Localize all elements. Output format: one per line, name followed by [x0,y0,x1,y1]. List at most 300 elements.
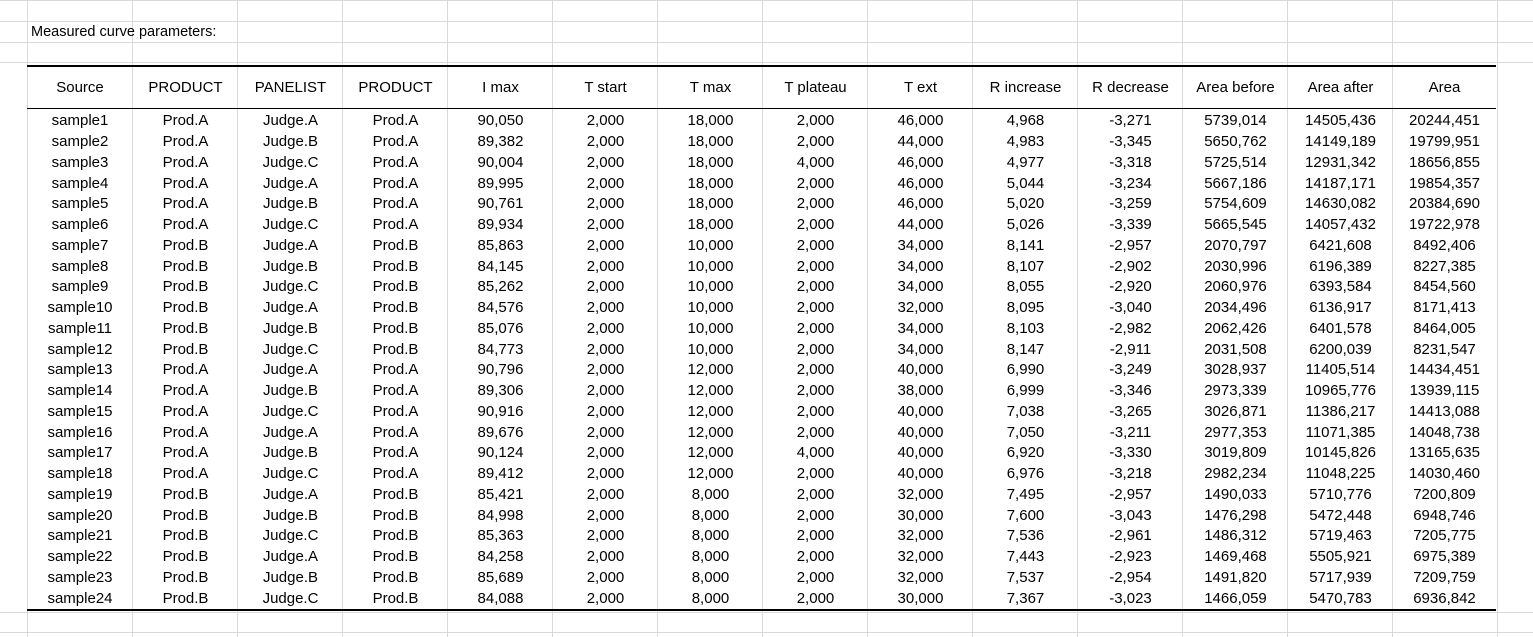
table-cell-source[interactable]: sample9 [51,278,109,296]
table-cell-t-plateau[interactable]: 2,000 [796,257,835,275]
table-cell-product[interactable]: Prod.B [162,340,209,358]
table-cell-area-after[interactable]: 14057,432 [1305,216,1376,234]
table-cell-t-ext[interactable]: 40,000 [897,423,944,441]
table-cell-r-increase[interactable]: 4,983 [1006,133,1045,151]
table-cell-area-before[interactable]: 1469,468 [1204,548,1267,566]
table-cell-area[interactable]: 19799,951 [1409,133,1480,151]
table-cell-product[interactable]: Prod.A [162,195,209,213]
table-cell-t-max[interactable]: 18,000 [687,195,734,213]
table-cell-i-max[interactable]: 90,004 [477,153,524,171]
table-cell-area-before[interactable]: 2060,976 [1204,278,1267,296]
table-cell-product[interactable]: Prod.A [372,195,419,213]
table-cell-product[interactable]: Prod.B [372,548,419,566]
table-cell-panelist[interactable]: Judge.B [262,257,319,275]
table-cell-t-plateau[interactable]: 4,000 [796,153,835,171]
table-cell-area-before[interactable]: 1486,312 [1204,527,1267,545]
table-cell-product[interactable]: Prod.B [343,588,448,610]
table-cell-panelist[interactable]: Judge.B [262,319,319,337]
table-cell-product[interactable]: Prod.B [162,319,209,337]
table-cell-panelist[interactable]: Judge.B [262,568,319,586]
table-cell-i-max[interactable]: 85,863 [477,236,524,254]
table-cell-r-increase[interactable]: 6,920 [1006,444,1045,462]
table-cell-source[interactable]: sample18 [47,465,113,483]
table-cell-area-before[interactable]: 5650,762 [1204,133,1267,151]
table-cell-r-increase[interactable]: 7,443 [1006,548,1045,566]
table-cell-r-decrease[interactable]: -3,023 [1078,588,1183,610]
table-cell-i-max[interactable]: 89,934 [477,216,524,234]
table-cell-area-after[interactable]: 14187,171 [1305,174,1376,192]
table-cell-product[interactable]: Prod.B [372,236,419,254]
table-cell-panelist[interactable]: Judge.A [262,423,319,441]
table-cell-area[interactable]: 7200,809 [1413,485,1476,503]
table-cell-area[interactable]: 19722,978 [1409,216,1480,234]
table-cell-r-decrease[interactable]: -2,961 [1109,527,1152,545]
table-cell-r-decrease[interactable]: -3,249 [1109,361,1152,379]
table-cell-r-increase[interactable]: 8,095 [1006,299,1045,317]
table-cell-panelist[interactable]: Judge.B [262,195,319,213]
table-cell-t-plateau[interactable]: 2,000 [796,319,835,337]
table-cell-t-plateau[interactable]: 2,000 [796,485,835,503]
table-cell-r-increase[interactable]: 5,026 [1006,216,1045,234]
table-cell-r-increase[interactable]: 4,977 [1006,153,1045,171]
table-cell-panelist[interactable]: Judge.C [262,527,319,545]
table-cell-source[interactable]: sample21 [47,527,113,545]
table-cell-t-plateau[interactable]: 2,000 [796,195,835,213]
table-cell-r-decrease[interactable]: -2,957 [1109,236,1152,254]
table-cell-product[interactable]: Prod.A [372,361,419,379]
table-cell-product[interactable]: Prod.B [372,278,419,296]
table-cell-t-ext[interactable]: 46,000 [897,153,944,171]
table-cell-t-plateau[interactable]: 2,000 [796,382,835,400]
table-cell-t-start[interactable]: 2,000 [586,236,625,254]
table-cell-t-plateau[interactable]: 2,000 [796,299,835,317]
table-cell-area-before[interactable]: 1491,820 [1204,568,1267,586]
table-cell-r-increase[interactable]: 4,968 [1006,112,1045,130]
table-cell-t-ext[interactable]: 32,000 [897,485,944,503]
table-cell-r-increase[interactable]: 7,537 [1006,568,1045,586]
column-header-r-decrease-10[interactable]: R decrease [1078,66,1183,109]
table-cell-product[interactable]: Prod.B [372,319,419,337]
table-cell-r-increase[interactable]: 8,141 [1006,236,1045,254]
table-cell-area-before[interactable]: 3019,809 [1204,444,1267,462]
table-cell-area-after[interactable]: 6136,917 [1309,299,1372,317]
table-cell-r-increase[interactable]: 8,107 [1006,257,1045,275]
table-cell-r-decrease[interactable]: -2,982 [1109,319,1152,337]
table-cell-product[interactable]: Prod.B [372,527,419,545]
table-cell-panelist[interactable]: Judge.B [262,133,319,151]
table-cell-i-max[interactable]: 85,262 [477,278,524,296]
table-cell-source[interactable]: sample22 [47,548,113,566]
table-cell-t-start[interactable]: 2,000 [586,174,625,192]
table-cell-source[interactable]: sample15 [47,402,113,420]
table-cell-area[interactable]: 19854,357 [1409,174,1480,192]
table-cell-t-start[interactable]: 2,000 [586,568,625,586]
table-cell-t-max[interactable]: 10,000 [687,319,734,337]
table-cell-area-after[interactable]: 14149,189 [1305,133,1376,151]
table-cell-area[interactable]: 14048,738 [1409,423,1480,441]
table-cell-product[interactable]: Prod.A [372,402,419,420]
column-header-product-3[interactable]: PRODUCT [343,66,448,109]
table-cell-t-ext[interactable]: 32,000 [897,548,944,566]
table-cell-area-before[interactable]: 5665,545 [1204,216,1267,234]
table-cell-r-decrease[interactable]: -3,339 [1109,216,1152,234]
table-cell-product[interactable]: Prod.A [162,133,209,151]
table-cell-product[interactable]: Prod.B [162,527,209,545]
table-cell-t-plateau[interactable]: 2,000 [796,236,835,254]
column-header-area-before-11[interactable]: Area before [1183,66,1288,109]
table-cell-r-decrease[interactable]: -3,318 [1109,153,1152,171]
table-cell-t-plateau[interactable]: 2,000 [796,402,835,420]
table-cell-product[interactable]: Prod.A [162,444,209,462]
table-cell-t-ext[interactable]: 40,000 [897,465,944,483]
table-cell-r-increase[interactable]: 6,976 [1006,465,1045,483]
table-cell-area-before[interactable]: 5739,014 [1204,112,1267,130]
table-cell-panelist[interactable]: Judge.C [262,402,319,420]
table-cell-area-after[interactable]: 5719,463 [1309,527,1372,545]
table-cell-area-after[interactable]: 5710,776 [1309,485,1372,503]
table-cell-area[interactable]: 6948,746 [1413,506,1476,524]
table-cell-t-max[interactable]: 12,000 [687,361,734,379]
table-cell-panelist[interactable]: Judge.C [262,465,319,483]
table-cell-t-max[interactable]: 8,000 [691,527,730,545]
table-cell-panelist[interactable]: Judge.A [262,548,319,566]
table-cell-r-increase[interactable]: 8,103 [1006,319,1045,337]
table-cell-area-after[interactable]: 6421,608 [1309,236,1372,254]
table-cell-t-ext[interactable]: 34,000 [897,236,944,254]
table-cell-t-ext[interactable]: 40,000 [897,402,944,420]
table-cell-source[interactable]: sample16 [47,423,113,441]
table-cell-t-plateau[interactable]: 2,000 [796,174,835,192]
table-cell-area-after[interactable]: 10965,776 [1305,382,1376,400]
table-cell-area-after[interactable]: 11071,385 [1305,423,1376,441]
table-cell-t-start[interactable]: 2,000 [586,299,625,317]
table-cell-t-plateau[interactable]: 2,000 [796,278,835,296]
table-cell-t-max[interactable]: 10,000 [687,278,734,296]
table-cell-r-increase[interactable]: 7,495 [1006,485,1045,503]
sheet-title[interactable]: Measured curve parameters: [31,24,217,40]
table-cell-area-before[interactable]: 5754,609 [1204,195,1267,213]
table-cell-t-start[interactable]: 2,000 [586,465,625,483]
table-cell-t-max[interactable]: 8,000 [691,568,730,586]
table-cell-area-after[interactable]: 5472,448 [1309,506,1372,524]
table-cell-area[interactable]: 14413,088 [1409,402,1480,420]
table-cell-t-plateau[interactable]: 2,000 [796,465,835,483]
table-cell-t-start[interactable]: 2,000 [586,423,625,441]
table-cell-product[interactable]: Prod.A [372,133,419,151]
table-cell-t-max[interactable]: 8,000 [691,485,730,503]
table-cell-r-increase[interactable]: 5,020 [1006,195,1045,213]
table-cell-t-ext[interactable]: 32,000 [897,568,944,586]
table-cell-area-before[interactable]: 2030,996 [1204,257,1267,275]
table-cell-source[interactable]: sample3 [51,153,109,171]
table-cell-t-ext[interactable]: 44,000 [897,216,944,234]
table-cell-product[interactable]: Prod.B [162,548,209,566]
table-cell-source[interactable]: sample2 [51,133,109,151]
table-cell-area[interactable]: 6975,389 [1413,548,1476,566]
table-cell-t-start[interactable]: 2,000 [586,444,625,462]
table-cell-t-start[interactable]: 2,000 [586,195,625,213]
table-cell-area-after[interactable]: 6200,039 [1309,340,1372,358]
table-cell-t-start[interactable]: 2,000 [586,402,625,420]
table-cell-area-before[interactable]: 2982,234 [1204,465,1267,483]
table-cell-t-plateau[interactable]: 2,000 [796,568,835,586]
table-cell-r-decrease[interactable]: -3,211 [1109,423,1152,441]
table-cell-t-start[interactable]: 2,000 [586,340,625,358]
table-cell-r-decrease[interactable]: -3,265 [1109,402,1152,420]
table-cell-panelist[interactable]: Judge.B [262,444,319,462]
table-cell-t-max[interactable]: 18,000 [687,153,734,171]
table-cell-r-decrease[interactable]: -3,040 [1109,299,1152,317]
table-cell-r-decrease[interactable]: -3,043 [1109,506,1152,524]
table-cell-t-plateau[interactable]: 2,000 [796,112,835,130]
table-cell-area-before[interactable]: 2977,353 [1204,423,1267,441]
table-cell-t-max[interactable]: 10,000 [687,257,734,275]
table-cell-t-max[interactable]: 12,000 [687,465,734,483]
table-cell-t-plateau[interactable]: 2,000 [796,133,835,151]
table-cell-product[interactable]: Prod.A [372,465,419,483]
table-cell-t-ext[interactable]: 46,000 [897,195,944,213]
table-cell-product[interactable]: Prod.B [162,257,209,275]
table-cell-t-ext[interactable]: 46,000 [897,174,944,192]
table-cell-panelist[interactable]: Judge.C [238,588,343,610]
table-cell-i-max[interactable]: 89,306 [477,382,524,400]
table-cell-area-before[interactable]: 5725,514 [1204,153,1267,171]
table-cell-r-decrease[interactable]: -3,259 [1109,195,1152,213]
table-cell-area[interactable]: 8492,406 [1413,236,1476,254]
table-cell-r-increase[interactable]: 7,536 [1006,527,1045,545]
table-cell-t-max[interactable]: 18,000 [687,112,734,130]
table-cell-t-start[interactable]: 2,000 [586,133,625,151]
table-cell-r-increase[interactable]: 8,147 [1006,340,1045,358]
table-cell-t-plateau[interactable]: 2,000 [796,506,835,524]
table-cell-t-ext[interactable]: 34,000 [897,340,944,358]
table-cell-product[interactable]: Prod.B [162,236,209,254]
table-cell-product[interactable]: Prod.A [372,423,419,441]
table-cell-panelist[interactable]: Judge.C [262,340,319,358]
table-cell-area[interactable]: 7205,775 [1413,527,1476,545]
table-cell-t-max[interactable]: 10,000 [687,236,734,254]
table-cell-t-ext[interactable]: 34,000 [897,278,944,296]
table-cell-source[interactable]: sample23 [47,568,113,586]
column-header-i-max-4[interactable]: I max [448,66,553,109]
table-cell-i-max[interactable]: 89,412 [477,465,524,483]
table-cell-product[interactable]: Prod.B [133,588,238,610]
table-cell-i-max[interactable]: 85,363 [477,527,524,545]
column-header-t-ext-8[interactable]: T ext [868,66,973,109]
table-cell-i-max[interactable]: 84,576 [477,299,524,317]
table-cell-t-max[interactable]: 8,000 [691,506,730,524]
table-cell-t-max[interactable]: 18,000 [687,133,734,151]
table-cell-i-max[interactable]: 90,796 [477,361,524,379]
table-cell-i-max[interactable]: 84,773 [477,340,524,358]
table-cell-product[interactable]: Prod.A [372,382,419,400]
table-cell-i-max[interactable]: 89,382 [477,133,524,151]
table-cell-panelist[interactable]: Judge.C [262,278,319,296]
column-header-t-max-6[interactable]: T max [658,66,763,109]
table-cell-t-max[interactable]: 12,000 [687,382,734,400]
table-cell-t-ext[interactable]: 38,000 [897,382,944,400]
table-cell-t-ext[interactable]: 34,000 [897,319,944,337]
table-cell-i-max[interactable]: 85,421 [477,485,524,503]
table-cell-area-before[interactable]: 2031,508 [1204,340,1267,358]
table-cell-product[interactable]: Prod.A [162,216,209,234]
table-cell-t-max[interactable]: 12,000 [687,444,734,462]
table-cell-t-start[interactable]: 2,000 [586,216,625,234]
table-cell-r-decrease[interactable]: -2,954 [1109,568,1152,586]
table-cell-t-start[interactable]: 2,000 [586,361,625,379]
table-cell-i-max[interactable]: 84,258 [477,548,524,566]
table-cell-area[interactable]: 14030,460 [1409,465,1480,483]
table-cell-t-max[interactable]: 18,000 [687,216,734,234]
table-cell-area-before[interactable]: 1476,298 [1204,506,1267,524]
table-cell-area[interactable]: 18656,855 [1409,153,1480,171]
table-cell-source[interactable]: sample12 [47,340,113,358]
table-cell-area-before[interactable]: 3028,937 [1204,361,1267,379]
table-cell-area-after[interactable]: 6196,389 [1309,257,1372,275]
table-cell-panelist[interactable]: Judge.B [262,382,319,400]
table-cell-area-after[interactable]: 11405,514 [1305,361,1376,379]
table-cell-t-plateau[interactable]: 2,000 [796,340,835,358]
table-cell-area-before[interactable]: 1466,059 [1183,588,1288,610]
table-cell-t-ext[interactable]: 44,000 [897,133,944,151]
table-cell-t-ext[interactable]: 30,000 [868,588,973,610]
column-header-t-plateau-7[interactable]: T plateau [763,66,868,109]
table-cell-source[interactable]: sample14 [47,382,113,400]
table-cell-r-decrease[interactable]: -2,923 [1109,548,1152,566]
table-cell-i-max[interactable]: 89,676 [477,423,524,441]
table-cell-panelist[interactable]: Judge.A [262,299,319,317]
table-cell-r-decrease[interactable]: -2,902 [1109,257,1152,275]
table-cell-r-decrease[interactable]: -3,218 [1109,465,1152,483]
table-cell-panelist[interactable]: Judge.C [262,153,319,171]
table-cell-area[interactable]: 6936,842 [1393,588,1496,610]
table-cell-product[interactable]: Prod.A [162,423,209,441]
table-cell-product[interactable]: Prod.B [372,340,419,358]
table-cell-source[interactable]: sample19 [47,485,113,503]
table-cell-panelist[interactable]: Judge.A [262,112,319,130]
table-cell-t-plateau[interactable]: 2,000 [796,216,835,234]
table-cell-product[interactable]: Prod.A [372,174,419,192]
table-cell-area[interactable]: 8464,005 [1413,319,1476,337]
table-cell-product[interactable]: Prod.A [372,153,419,171]
table-cell-product[interactable]: Prod.B [372,299,419,317]
table-cell-t-start[interactable]: 2,000 [586,485,625,503]
table-cell-source[interactable]: sample7 [51,236,109,254]
column-header-product-1[interactable]: PRODUCT [133,66,238,109]
table-cell-area-before[interactable]: 2070,797 [1204,236,1267,254]
table-cell-i-max[interactable]: 90,124 [477,444,524,462]
table-cell-t-ext[interactable]: 46,000 [897,112,944,130]
table-cell-area-after[interactable]: 5505,921 [1309,548,1372,566]
table-cell-panelist[interactable]: Judge.C [262,216,319,234]
table-cell-panelist[interactable]: Judge.B [262,506,319,524]
table-cell-area-after[interactable]: 11386,217 [1305,402,1376,420]
table-cell-r-increase[interactable]: 6,990 [1006,361,1045,379]
table-cell-area[interactable]: 13939,115 [1409,382,1480,400]
table-cell-source[interactable]: sample17 [47,444,113,462]
table-cell-r-decrease[interactable]: -3,345 [1109,133,1152,151]
table-cell-product[interactable]: Prod.A [162,382,209,400]
table-cell-r-decrease[interactable]: -3,346 [1109,382,1152,400]
table-cell-t-max[interactable]: 8,000 [658,588,763,610]
table-cell-area[interactable]: 8227,385 [1413,257,1476,275]
table-cell-source[interactable]: sample10 [47,299,113,317]
table-cell-area[interactable]: 13165,635 [1409,444,1480,462]
column-header-panelist-2[interactable]: PANELIST [238,66,343,109]
table-cell-i-max[interactable]: 89,995 [477,174,524,192]
table-cell-r-decrease[interactable]: -2,920 [1109,278,1152,296]
table-cell-panelist[interactable]: Judge.A [262,485,319,503]
table-cell-area-after[interactable]: 14630,082 [1305,195,1376,213]
table-cell-t-ext[interactable]: 32,000 [897,527,944,545]
table-cell-area-before[interactable]: 1490,033 [1204,485,1267,503]
table-cell-area[interactable]: 7209,759 [1413,568,1476,586]
table-cell-product[interactable]: Prod.A [372,216,419,234]
table-cell-product[interactable]: Prod.A [162,361,209,379]
table-cell-product[interactable]: Prod.B [162,485,209,503]
table-cell-product[interactable]: Prod.A [372,112,419,130]
table-cell-r-increase[interactable]: 7,050 [1006,423,1045,441]
table-cell-t-start[interactable]: 2,000 [586,527,625,545]
table-cell-t-start[interactable]: 2,000 [586,319,625,337]
table-cell-t-start[interactable]: 2,000 [553,588,658,610]
table-cell-area-before[interactable]: 2034,496 [1204,299,1267,317]
table-cell-area[interactable]: 8171,413 [1413,299,1476,317]
table-cell-source[interactable]: sample24 [27,588,133,610]
column-header-t-start-5[interactable]: T start [553,66,658,109]
column-header-area-13[interactable]: Area [1393,66,1496,109]
table-cell-t-plateau[interactable]: 2,000 [796,423,835,441]
table-cell-r-decrease[interactable]: -2,957 [1109,485,1152,503]
table-cell-r-increase[interactable]: 5,044 [1006,174,1045,192]
table-cell-area-after[interactable]: 5717,939 [1309,568,1372,586]
table-cell-product[interactable]: Prod.A [162,402,209,420]
table-cell-product[interactable]: Prod.A [162,465,209,483]
table-cell-product[interactable]: Prod.B [162,278,209,296]
table-cell-source[interactable]: sample20 [47,506,113,524]
table-cell-r-increase[interactable]: 7,367 [973,588,1078,610]
table-cell-area-after[interactable]: 12931,342 [1305,153,1376,171]
table-cell-t-max[interactable]: 8,000 [691,548,730,566]
table-cell-area[interactable]: 8454,560 [1413,278,1476,296]
table-cell-i-max[interactable]: 90,050 [477,112,524,130]
table-cell-product[interactable]: Prod.A [372,444,419,462]
table-cell-t-start[interactable]: 2,000 [586,278,625,296]
table-cell-r-decrease[interactable]: -3,330 [1109,444,1152,462]
table-cell-t-ext[interactable]: 40,000 [897,444,944,462]
table-cell-source[interactable]: sample1 [51,112,109,130]
table-cell-i-max[interactable]: 90,916 [477,402,524,420]
table-cell-t-max[interactable]: 18,000 [687,174,734,192]
table-cell-t-start[interactable]: 2,000 [586,112,625,130]
table-cell-i-max[interactable]: 84,998 [477,506,524,524]
table-cell-product[interactable]: Prod.A [162,112,209,130]
column-header-source-0[interactable]: Source [27,66,133,109]
table-cell-t-ext[interactable]: 40,000 [897,361,944,379]
table-cell-product[interactable]: Prod.B [162,568,209,586]
table-cell-t-ext[interactable]: 32,000 [897,299,944,317]
table-cell-i-max[interactable]: 90,761 [477,195,524,213]
table-cell-product[interactable]: Prod.A [162,174,209,192]
table-cell-r-increase[interactable]: 7,038 [1006,402,1045,420]
table-cell-product[interactable]: Prod.B [162,299,209,317]
table-cell-panelist[interactable]: Judge.A [262,236,319,254]
table-cell-product[interactable]: Prod.B [162,506,209,524]
table-cell-source[interactable]: sample11 [48,319,112,337]
table-cell-area[interactable]: 14434,451 [1409,361,1480,379]
table-cell-area-before[interactable]: 3026,871 [1204,402,1267,420]
table-cell-t-max[interactable]: 12,000 [687,423,734,441]
